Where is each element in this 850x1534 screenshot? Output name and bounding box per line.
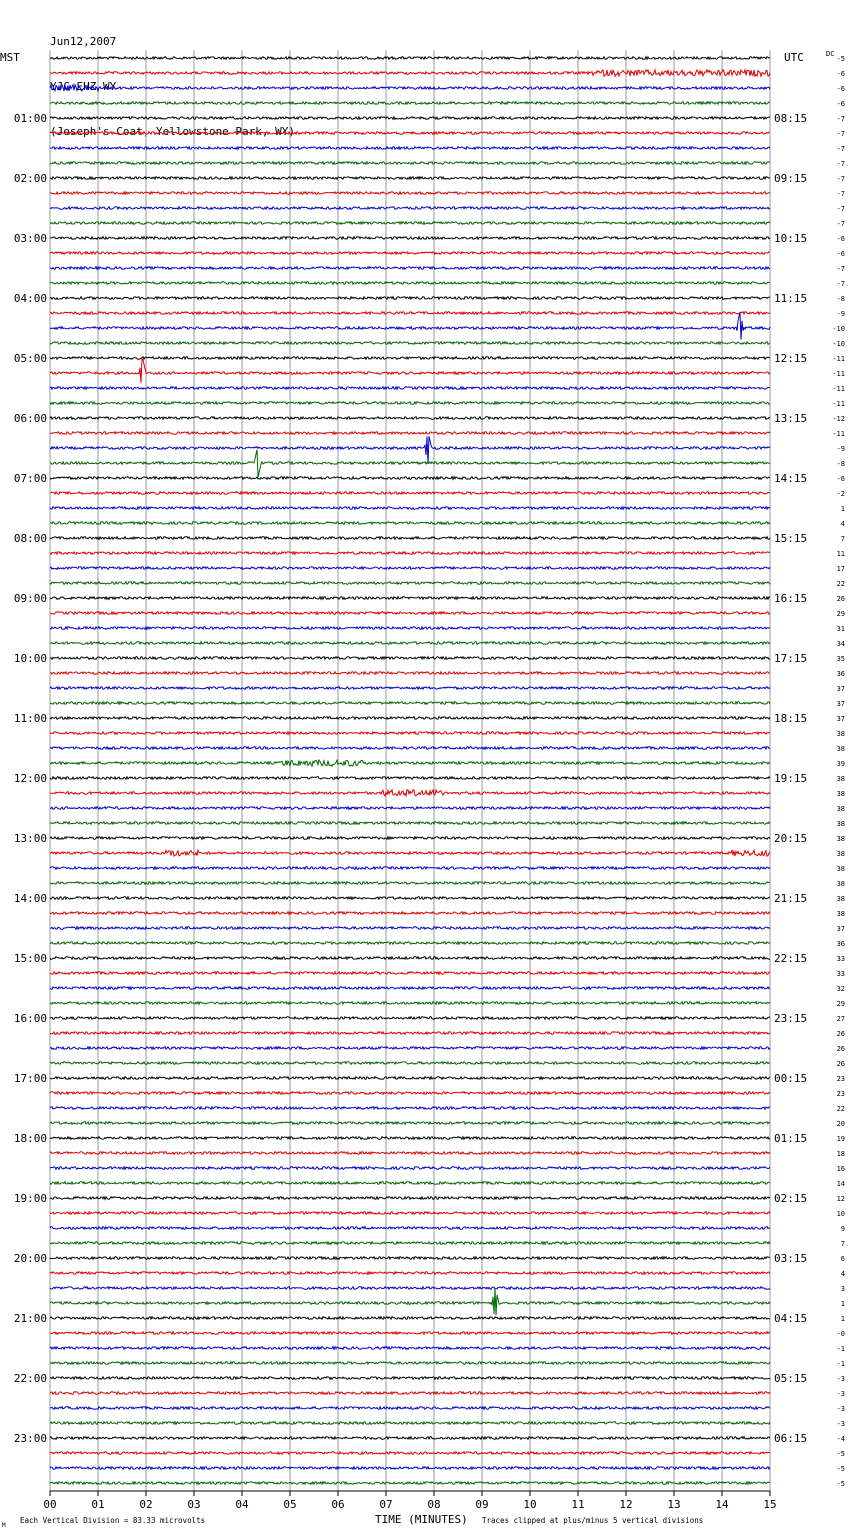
trace-line-38 [50,627,770,630]
trace-line-58 [50,927,770,930]
mst-label: 23:00 [13,1432,47,1445]
trace-line-5 [50,132,770,135]
trace-line-1 [50,70,770,76]
trace-line-66 [50,1047,770,1050]
x-tick-label: 13 [667,1498,681,1511]
dc-offset-label: -11 [832,430,845,438]
trace-line-26 [50,436,770,464]
x-tick-label: 12 [619,1498,633,1511]
trace-line-6 [50,147,770,150]
mst-label: 22:00 [13,1372,47,1385]
dc-offset-label: 37 [836,925,845,933]
x-tick-label: 03 [187,1498,201,1511]
minute-gridlines [50,50,770,1491]
dc-offset-label: 22 [836,1105,845,1113]
mst-label: 16:00 [13,1012,47,1025]
dc-offset-label: 38 [836,775,845,783]
utc-label: 15:15 [774,532,808,545]
trace-line-63 [50,1002,770,1005]
dc-offset-label: 23 [836,1075,845,1083]
x-tick-label: 04 [235,1498,249,1511]
dc-offset-label: -3 [836,1390,845,1398]
dc-offset-label: -5 [836,1480,845,1488]
dc-offset-label: 31 [836,625,845,633]
trace-line-78 [50,1227,770,1230]
station-location: (Joseph's Coat, Yellowstone Park, WY) [50,125,296,138]
trace-line-39 [50,642,770,645]
trace-line-48 [50,777,770,780]
trace-line-95 [50,1482,770,1485]
utc-label: 14:15 [774,472,808,485]
trace-line-94 [50,1467,770,1470]
dc-offset-label: 38 [836,880,845,888]
trace-line-60 [50,957,770,960]
dc-offset-label: -5 [836,55,845,63]
dc-offset-label: 16 [836,1165,845,1173]
trace-line-85 [50,1332,770,1335]
mst-label: 07:00 [13,472,47,485]
trace-line-44 [50,717,770,720]
trace-line-56 [50,897,770,900]
trace-line-25 [50,432,770,435]
mst-label: 06:00 [13,412,47,425]
trace-line-17 [50,312,770,315]
dc-offset-label: -7 [836,130,845,138]
dc-offset-label: -10 [832,325,845,333]
mst-label: 09:00 [13,592,47,605]
x-axis-ticks [43,1491,776,1511]
dc-offset-label: -3 [836,1420,845,1428]
x-tick-label: 01 [91,1498,105,1511]
mst-label: 03:00 [13,232,47,245]
trace-line-61 [50,972,770,975]
dc-offset-label: 38 [836,910,845,918]
dc-offset-label: -1 [836,1345,845,1353]
mst-label: 12:00 [13,772,47,785]
mst-label: 08:00 [13,532,47,545]
right-axis-title: UTC [784,51,804,64]
utc-label: 17:15 [774,652,808,665]
utc-label: 08:15 [774,112,808,125]
mst-label: 11:00 [13,712,47,725]
mst-label: 13:00 [13,832,47,845]
trace-line-18 [50,312,770,340]
x-tick-label: 05 [283,1498,297,1511]
trace-line-42 [50,687,770,690]
trace-line-71 [50,1122,770,1125]
trace-line-8 [50,177,770,180]
utc-label: 09:15 [774,172,808,185]
utc-label: 19:15 [774,772,808,785]
trace-line-24 [50,417,770,420]
dc-offset-label: 7 [840,1240,845,1248]
dc-offset-label: 26 [836,595,845,603]
trace-line-2 [50,85,770,91]
x-tick-label: 00 [43,1498,57,1511]
trace-line-50 [50,807,770,810]
dc-offset-label: 18 [836,1150,845,1158]
dc-offset-label: 1 [840,1300,845,1308]
utc-hour-labels [774,112,807,1445]
trace-line-14 [50,267,770,270]
clip-note: Traces clipped at plus/minus 5 vertical divisions [482,1516,704,1525]
dc-offset-label: 14 [836,1180,845,1188]
trace-line-43 [50,702,770,705]
trace-line-47 [50,760,770,766]
mst-label: 19:00 [13,1192,47,1205]
dc-offset-label: 35 [836,655,845,663]
trace-line-35 [50,582,770,585]
trace-line-12 [50,237,770,240]
dc-offset-label: 26 [836,1060,845,1068]
dc-offset-label: -6 [836,235,845,243]
trace-line-89 [50,1392,770,1395]
left-axis-title: MST [0,51,20,64]
trace-line-52 [50,837,770,840]
trace-line-59 [50,942,770,945]
dc-offset-label: 33 [836,970,845,978]
utc-label: 00:15 [774,1072,808,1085]
dc-offset-label: -9 [836,445,845,453]
trace-line-55 [50,882,770,885]
trace-line-27 [50,450,770,478]
trace-line-45 [50,732,770,735]
dc-offset-label: -7 [836,265,845,273]
dc-offset-label: 3 [840,1285,845,1293]
x-tick-label: 09 [475,1498,489,1511]
x-tick-label: 10 [523,1498,537,1511]
utc-label: 02:15 [774,1192,808,1205]
trace-line-34 [50,567,770,570]
trace-line-83 [50,1288,770,1316]
dc-offset-label: -9 [836,310,845,318]
trace-line-9 [50,192,770,195]
utc-label: 16:15 [774,592,808,605]
trace-line-65 [50,1032,770,1035]
dc-offset-label: -5 [836,1450,845,1458]
trace-line-21 [50,359,770,383]
trace-line-84 [50,1317,770,1320]
trace-line-92 [50,1437,770,1440]
dc-offset-label: -7 [836,145,845,153]
dc-offset-label: -1 [836,1360,845,1368]
dc-offset-label: 37 [836,685,845,693]
dc-offset-label: 20 [836,1120,845,1128]
mst-label: 04:00 [13,292,47,305]
trace-line-82 [50,1287,770,1290]
trace-line-64 [50,1017,770,1020]
dc-offset-label: -6 [836,250,845,258]
dc-offset-title: DC [826,50,835,58]
trace-line-68 [50,1077,770,1080]
trace-line-72 [50,1137,770,1140]
dc-offset-label: 9 [840,1225,845,1233]
trace-line-19 [50,342,770,345]
trace-line-73 [50,1152,770,1155]
dc-offset-label: -6 [836,85,845,93]
plot-date: Jun12,2007 [50,35,117,48]
dc-offset-label: -7 [836,280,845,288]
utc-label: 06:15 [774,1432,808,1445]
mst-label: 01:00 [13,112,47,125]
dc-offset-label: 11 [836,550,845,558]
dc-offset-label: 7 [840,535,845,543]
mst-label: 17:00 [13,1072,47,1085]
dc-offset-label: 38 [836,820,845,828]
dc-offset-label: -0 [836,1330,845,1338]
utc-label: 21:15 [774,892,808,905]
trace-line-53 [50,850,770,856]
utc-label: 05:15 [774,1372,808,1385]
trace-line-76 [50,1197,770,1200]
trace-line-49 [50,790,770,796]
dc-offset-label: -6 [836,475,845,483]
trace-line-4 [50,117,770,120]
trace-line-70 [50,1107,770,1110]
dc-offset-label: -7 [836,160,845,168]
dc-offset-label: 12 [836,1195,845,1203]
trace-line-86 [50,1347,770,1350]
trace-line-3 [50,102,770,105]
trace-line-15 [50,282,770,285]
utc-label: 04:15 [774,1312,808,1325]
trace-line-37 [50,612,770,615]
dc-offset-label: 1 [840,505,845,513]
trace-line-16 [50,297,770,300]
mst-label: 18:00 [13,1132,47,1145]
dc-offset-label: -3 [836,1405,845,1413]
trace-line-74 [50,1167,770,1170]
dc-offset-label: 19 [836,1135,845,1143]
trace-line-20 [50,357,770,360]
x-tick-label: 11 [571,1498,585,1511]
dc-offset-label: 38 [836,850,845,858]
dc-offset-label: 4 [840,1270,845,1278]
dc-offset-label: 36 [836,670,845,678]
dc-offset-label: -5 [836,1465,845,1473]
dc-offset-label: 38 [836,835,845,843]
dc-offset-label: 10 [836,1210,845,1218]
trace-line-79 [50,1242,770,1245]
scale-note: Each Vertical Division = 83.33 microvolts [20,1516,206,1525]
x-tick-label: 08 [427,1498,441,1511]
utc-label: 11:15 [774,292,808,305]
trace-line-10 [50,207,770,210]
dc-offset-label: -2 [836,490,845,498]
trace-line-75 [50,1182,770,1185]
dc-offset-label: 29 [836,610,845,618]
mst-label: 02:00 [13,172,47,185]
dc-offset-label: -7 [836,220,845,228]
seismic-traces [50,57,770,1485]
dc-offset-label: 17 [836,565,845,573]
trace-line-57 [50,912,770,915]
dc-offset-label: 37 [836,700,845,708]
utc-label: 03:15 [774,1252,808,1265]
dc-offset-label: -7 [836,115,845,123]
trace-line-93 [50,1452,770,1455]
mst-label: 15:00 [13,952,47,965]
dc-offset-label: -11 [832,355,845,363]
dc-offset-label: 38 [836,730,845,738]
dc-offset-label: -10 [832,340,845,348]
trace-line-0 [50,57,770,60]
x-tick-label: 14 [715,1498,729,1511]
dc-offset-label: 39 [836,760,845,768]
mst-label: 14:00 [13,892,47,905]
dc-offset-label: 26 [836,1030,845,1038]
trace-line-69 [50,1092,770,1095]
trace-line-29 [50,492,770,495]
dc-offset-label: 38 [836,745,845,753]
mst-label: 20:00 [13,1252,47,1265]
dc-offset-label: -8 [836,460,845,468]
dc-offset-label: -11 [832,400,845,408]
trace-line-77 [50,1212,770,1215]
x-tick-label: 06 [331,1498,345,1511]
dc-offset-label: -6 [836,70,845,78]
trace-line-90 [50,1407,770,1410]
dc-offset-label: 34 [836,640,845,648]
dc-offset-label: -6 [836,100,845,108]
dc-offset-label: -12 [832,415,845,423]
trace-line-54 [50,867,770,870]
trace-line-36 [50,597,770,600]
trace-line-67 [50,1062,770,1065]
trace-line-81 [50,1272,770,1275]
trace-line-80 [50,1257,770,1260]
mst-label: 21:00 [13,1312,47,1325]
x-tick-label: 02 [139,1498,153,1511]
dc-offset-label: -7 [836,205,845,213]
trace-line-87 [50,1362,770,1365]
trace-line-62 [50,987,770,990]
dc-offset-label: 38 [836,865,845,873]
utc-label: 18:15 [774,712,808,725]
dc-offset-label: -7 [836,190,845,198]
utc-label: 23:15 [774,1012,808,1025]
mst-hour-labels [14,112,47,1445]
dc-offset-label: 36 [836,940,845,948]
trace-line-13 [50,252,770,255]
trace-line-22 [50,387,770,390]
dc-offset-label: -11 [832,385,845,393]
trace-line-7 [50,162,770,165]
trace-line-32 [50,537,770,540]
dc-offset-labels [832,55,845,1488]
utc-label: 22:15 [774,952,808,965]
trace-line-28 [50,477,770,480]
dc-offset-label: -3 [836,1375,845,1383]
trace-line-33 [50,552,770,555]
dc-offset-label: 38 [836,805,845,813]
x-tick-label: 07 [379,1498,393,1511]
dc-offset-label: -7 [836,175,845,183]
utc-label: 12:15 [774,352,808,365]
mst-label: 05:00 [13,352,47,365]
utc-label: 10:15 [774,232,808,245]
dc-offset-label: 38 [836,790,845,798]
trace-line-41 [50,672,770,675]
trace-line-11 [50,222,770,225]
x-axis-label: TIME (MINUTES) [375,1513,468,1526]
trace-line-88 [50,1377,770,1380]
dc-offset-label: -8 [836,295,845,303]
corner-mark: M [2,1522,6,1529]
utc-label: 01:15 [774,1132,808,1145]
trace-line-46 [50,747,770,750]
dc-offset-label: 29 [836,1000,845,1008]
dc-offset-label: 1 [840,1315,845,1323]
trace-line-30 [50,507,770,510]
utc-label: 20:15 [774,832,808,845]
trace-line-51 [50,822,770,825]
dc-offset-label: 27 [836,1015,845,1023]
x-tick-label: 15 [763,1498,777,1511]
trace-line-40 [50,657,770,660]
dc-offset-label: 4 [840,520,845,528]
dc-offset-label: 23 [836,1090,845,1098]
trace-line-31 [50,522,770,525]
dc-offset-label: -4 [836,1435,845,1443]
dc-offset-label: 37 [836,715,845,723]
dc-offset-label: 6 [840,1255,845,1263]
station-code: YJC EHZ WY [50,80,117,93]
mst-label: 10:00 [13,652,47,665]
dc-offset-label: 38 [836,895,845,903]
dc-offset-label: 33 [836,955,845,963]
dc-offset-label: 22 [836,580,845,588]
trace-line-23 [50,402,770,405]
trace-line-91 [50,1422,770,1425]
dc-offset-label: 26 [836,1045,845,1053]
dc-offset-label: -11 [832,370,845,378]
dc-offset-label: 32 [836,985,845,993]
utc-label: 13:15 [774,412,808,425]
